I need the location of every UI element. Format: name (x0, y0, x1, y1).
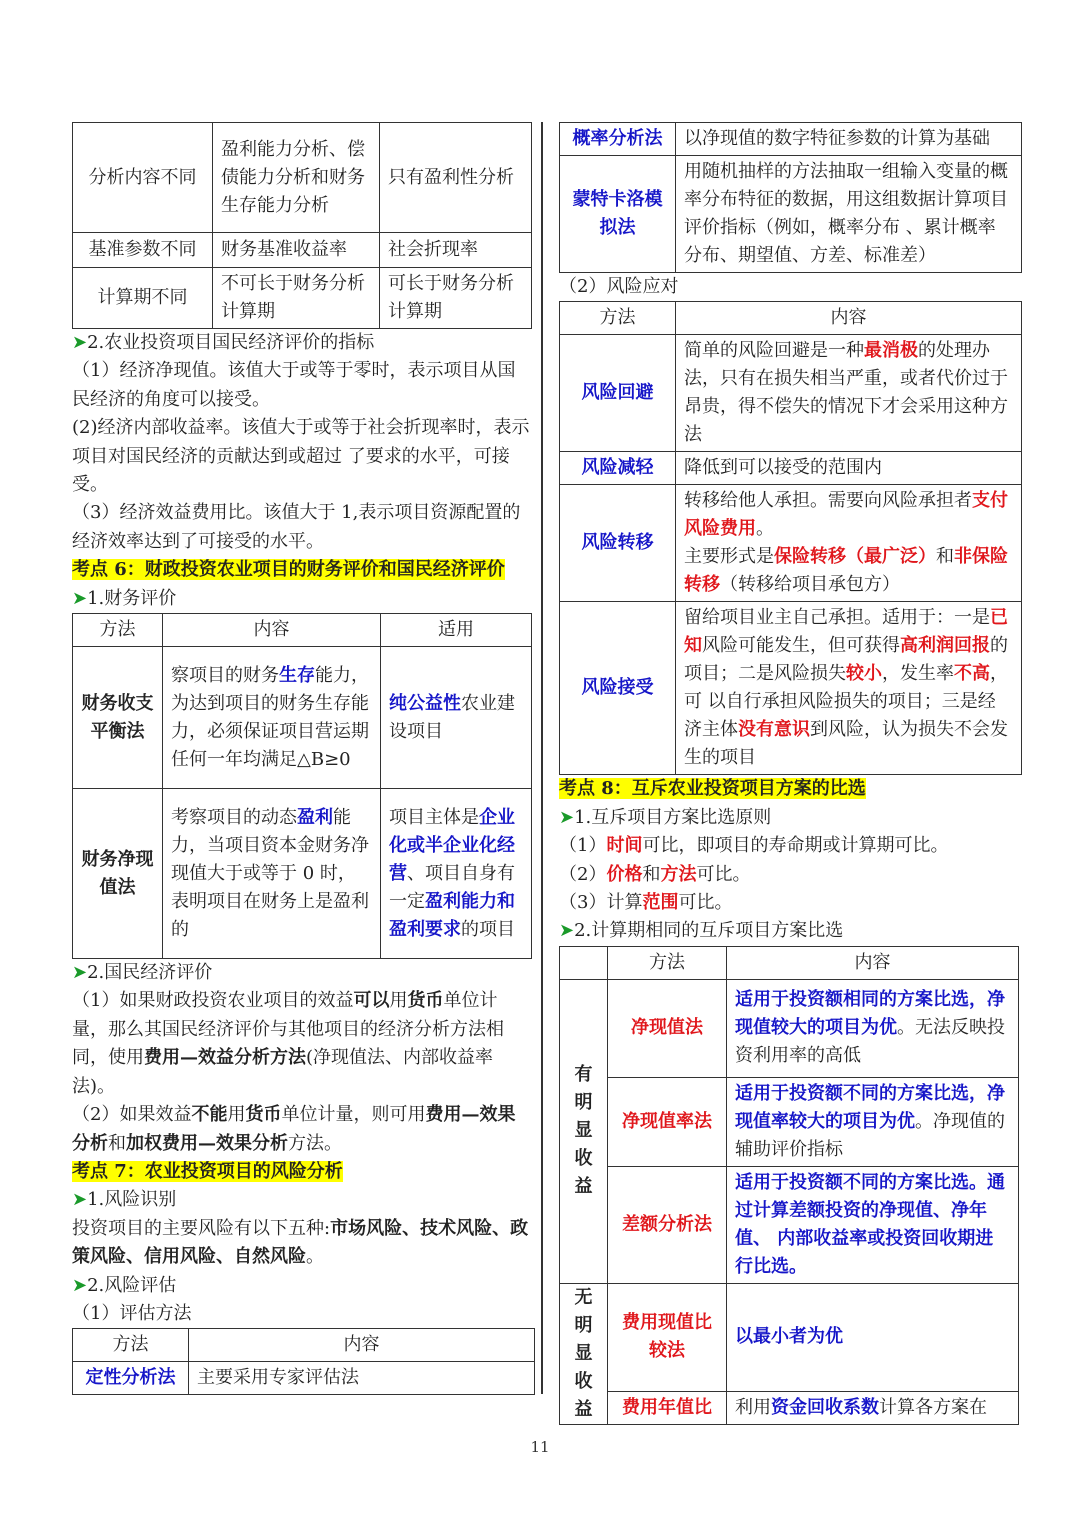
content-cell: 降低到可以接受的范围内 (676, 452, 1022, 485)
paragraph: （2）风险应对 (559, 276, 679, 297)
table-cell: 社会折现率 (380, 233, 532, 268)
method-cell: 费用年值比 (608, 1391, 727, 1424)
content-cell: 适用于投资额不同的方案比选，净现值率较大的项目为优。净现值的辅助评价指标 (727, 1077, 1019, 1166)
comparison-table (72, 122, 532, 329)
topic-heading: 考点 7：农业投资项目的风险分析 (72, 1160, 343, 1182)
content-cell: 简单的风险回避是一种最消极的处理办法，只有在损失相当严重，或者代价过于昂贵，得不偿失的情况下才会采用这种方法 (676, 335, 1022, 452)
content-cell: 察项目的财务生存能力，为达到项目的财务生存能力，必须保证项目营运期任何一年均满足△B≥0 (163, 647, 381, 789)
table-header: 方法 (73, 1329, 189, 1362)
table-header: 方法 (73, 614, 163, 647)
table-row (560, 452, 1022, 485)
table-row (560, 602, 1022, 775)
method-cell: 净现值率法 (608, 1077, 727, 1166)
apply-cell: 纯公益性农业建设项目 (381, 647, 532, 789)
arrow-icon: ➤ (559, 920, 575, 942)
section-heading: ➤1.互斥项目方案比选原则 (559, 806, 772, 828)
table-cell: 分析内容不同 (73, 123, 213, 233)
content-cell: 以净现值的数字特征参数的计算为基础 (676, 123, 1022, 156)
table-header-row (73, 614, 532, 647)
table-row (73, 233, 532, 268)
paragraph: （2）价格和方法可比。 (559, 863, 751, 885)
table-header: 方法 (608, 946, 727, 979)
content-cell: 留给项目业主自己承担。适用于：一是已知风险可能发生，但可获得高利润回报的项目；二是风险损失较小，发生率不高，可 以自行承担风险损失的项目；三是经济主体没有意识到风险，认为损失不会发生的项目 (676, 602, 1022, 775)
table-cell: 计算期不同 (73, 268, 213, 329)
table-row (73, 268, 532, 329)
table-cell: 财务基准收益率 (213, 233, 380, 268)
section-heading: ➤1.财务评价 (72, 587, 177, 609)
method-cell: 费用现值比较法 (608, 1283, 727, 1391)
table-cell: 基准参数不同 (73, 233, 213, 268)
table-row (73, 123, 532, 233)
table-row (560, 979, 1019, 1077)
method-cell: 风险回避 (560, 335, 676, 452)
eval-method-table (72, 1328, 535, 1395)
table-cell: 不可长于财务分析计算期 (213, 268, 380, 329)
table-row (560, 1391, 1019, 1424)
page-number: 11 (530, 1438, 550, 1456)
table-header (560, 946, 608, 979)
paragraph: （1）经济净现值。该值大于或等于零时，表示项目从国民经济的角度可以接受。 (72, 360, 516, 410)
eval-method-table-cont (559, 122, 1022, 273)
arrow-icon: ➤ (72, 1274, 88, 1296)
content-cell: 转移给他人承担。需要向风险承担者支付风险费用。 主要形式是保险转移（最广泛）和非保险转移（转移给项目承包方） (676, 485, 1022, 602)
method-cell: 差额分析法 (608, 1166, 727, 1283)
group-cell: 有 明 显 收 益 (560, 979, 608, 1283)
arrow-icon: ➤ (72, 332, 88, 353)
arrow-icon: ➤ (72, 962, 88, 984)
table-header-row (73, 1329, 535, 1362)
table-row (560, 485, 1022, 602)
risk-response-table (559, 301, 1022, 775)
paragraph: (2)经济内部收益率。该值大于或等于社会折现率时，表示项目对国民经济的贡献达到或超过 了要求的水平，可接受。 (72, 417, 530, 496)
table-row (73, 789, 532, 959)
table-row (560, 335, 1022, 452)
column-divider (541, 122, 543, 1394)
method-cell: 净现值法 (608, 979, 727, 1077)
financial-eval-table (72, 613, 532, 959)
table-row (560, 156, 1022, 273)
table-header: 方法 (560, 302, 676, 335)
arrow-icon: ➤ (559, 806, 575, 828)
content-cell: 以最小者为优 (727, 1283, 1019, 1391)
table-row (560, 1077, 1019, 1166)
table-header: 内容 (163, 614, 381, 647)
table-row (560, 1166, 1019, 1283)
table-header: 内容 (727, 946, 1019, 979)
group-cell: 无 明 显 收 益 (560, 1283, 608, 1424)
apply-cell: 项目主体是企业化或半企业化经营、项目自身有一定盈利能力和盈利要求的项目 (381, 789, 532, 959)
paragraph: （3）经济效益费用比。该值大于 1,表示项目资源配置的经济效率达到了可接受的水平。 (72, 502, 521, 552)
paragraph: （1）评估方法 (72, 1302, 192, 1324)
section-heading: ➤2.计算期相同的互斥项目方案比选 (559, 920, 844, 942)
content-cell: 考察项目的动态盈利能力，当项目资本金财务净现值大于或等于 0 时，表明项目在财务上是盈利的 (163, 789, 381, 959)
method-cell: 蒙特卡洛模拟法 (560, 156, 676, 273)
table-header: 内容 (676, 302, 1022, 335)
left-column (72, 122, 532, 1395)
method-cell: 风险减轻 (560, 452, 676, 485)
topic-heading: 考点 8：互斥农业投资项目方案的比选 (559, 778, 866, 800)
content-cell: 主要采用专家评估法 (189, 1362, 535, 1395)
topic-heading: 考点 6：财政投资农业项目的财务评价和国民经济评价 (72, 559, 505, 581)
table-header-row (560, 302, 1022, 335)
method-cell: 概率分析法 (560, 123, 676, 156)
table-header: 内容 (189, 1329, 535, 1362)
table-row (73, 1362, 535, 1395)
content-cell: 用随机抽样的方法抽取一组输入变量的概率分布特征的数据，用这组数据计算项目评价指标（例如，概率分布 、累计概率分布、期望值、方差、标准差） (676, 156, 1022, 273)
table-header: 适用 (381, 614, 532, 647)
paragraph: （3）计算范围可比。 (559, 892, 733, 914)
section-heading: ➤1.风险识别 (72, 1189, 177, 1211)
table-row (73, 647, 532, 789)
section-heading: ➤2.风险评估 (72, 1274, 177, 1296)
table-cell: 只有盈利性分析 (380, 123, 532, 233)
paragraph: （2）如果效益不能用货币单位计量，则可用费用—效果分析和加权费用—效果分析方法。 (72, 1104, 516, 1154)
arrow-icon: ➤ (72, 1189, 88, 1211)
method-cell: 风险转移 (560, 485, 676, 602)
content-cell: 适用于投资额相同的方案比选，净现值较大的项目为优。无法反映投资利用率的高低 (727, 979, 1019, 1077)
section-heading: ➤2.国民经济评价 (72, 962, 213, 984)
method-cell: 风险接受 (560, 602, 676, 775)
mutual-exclusive-table (559, 946, 1019, 1425)
table-cell: 盈利能力分析、偿债能力分析和财务生存能力分析 (213, 123, 380, 233)
table-row (560, 1283, 1019, 1391)
paragraph: 投资项目的主要风险有以下五种:市场风险、技术风险、政策风险、信用风险、自然风险。 (72, 1217, 529, 1268)
right-column (559, 122, 1022, 1425)
table-row (560, 123, 1022, 156)
method-cell: 定性分析法 (73, 1362, 189, 1395)
method-cell: 财务净现值法 (73, 789, 163, 959)
paragraph: （1）时间可比，即项目的寿命期或计算期可比。 (559, 835, 949, 857)
table-header-row (560, 946, 1019, 979)
paragraph: （1）如果财政投资农业项目的效益可以用货币单位计量，那么其国民经济评价与其他项目的经济分析方法相同，使用费用—效益分析方法(净现值法、内部收益率法)。 (72, 990, 504, 1097)
arrow-icon: ➤ (72, 587, 88, 609)
content-cell: 适用于投资额不同的方案比选。通过计算差额投资的净现值、净年值、 内部收益率或投资回收期进行比选。 (727, 1166, 1019, 1283)
method-cell: 财务收支平衡法 (73, 647, 163, 789)
section-heading: ➤2.农业投资项目国民经济评价的指标 (72, 332, 375, 353)
table-cell: 可长于财务分析计算期 (380, 268, 532, 329)
content-cell: 利用资金回收系数计算各方案在 (727, 1391, 1019, 1424)
